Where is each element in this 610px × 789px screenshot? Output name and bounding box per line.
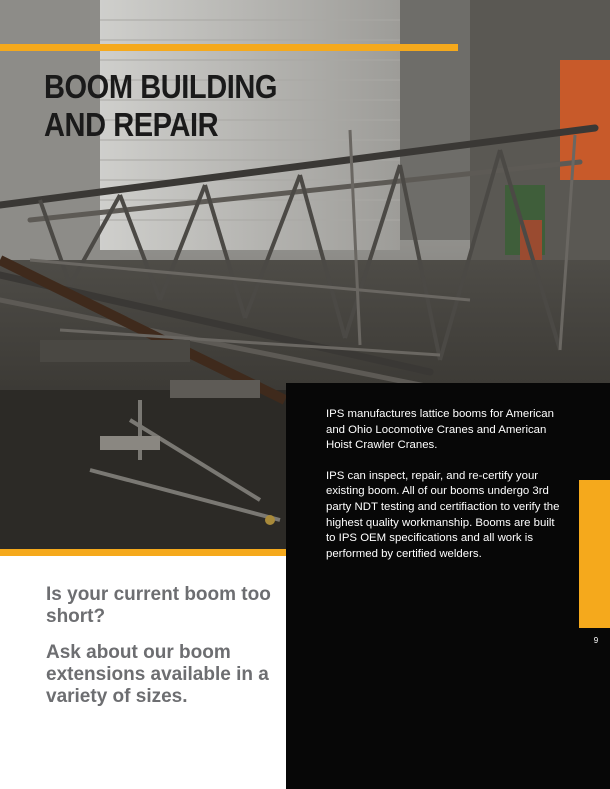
body-paragraph-1: IPS manufactures lattice booms for American and Ohio Locomotive Cranes and American Hoist Crawler Cranes.: [326, 408, 554, 452]
body-copy: [326, 407, 566, 577]
photo-bottom-accent-bar: [0, 549, 286, 556]
callout: [46, 584, 276, 722]
page-number: 9: [593, 636, 599, 645]
body-paragraph-2: IPS can inspect, repair, and re-certify your existing boom. All of our booms undergo 3rd party NDT testing and certifiaction to verify the highest quality workmanship. Booms are built to IPS OEM specifications and all work is performed by certified welders.: [326, 469, 560, 560]
page-title-line-1: BOOM BUILDING: [44, 68, 278, 105]
page-title: [44, 68, 277, 144]
page-title-line-2: AND REPAIR: [44, 106, 219, 143]
callout-question: Is your current boom too short?: [46, 584, 271, 627]
side-accent-tab: [579, 480, 610, 628]
callout-cta: Ask about our boom extensions available in a variety of sizes.: [46, 642, 269, 707]
top-accent-bar: [0, 44, 458, 51]
